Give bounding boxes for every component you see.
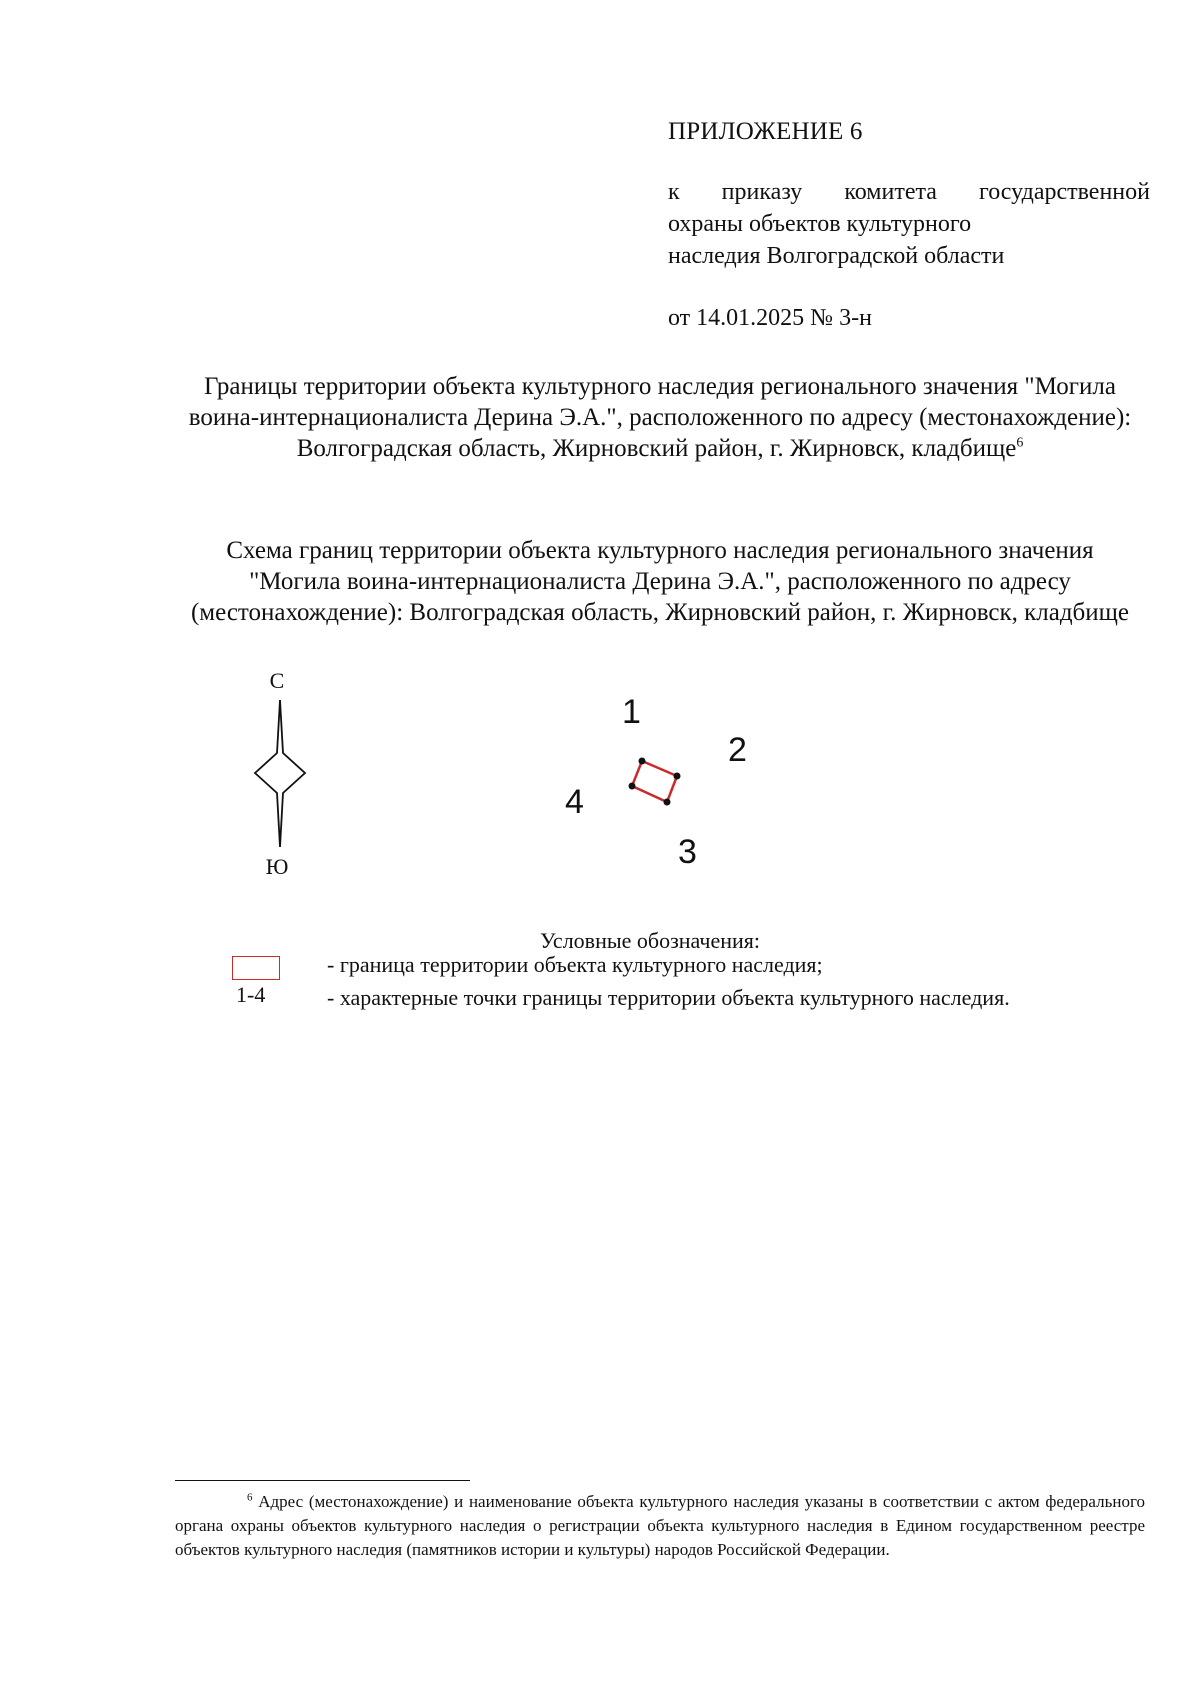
legend-points-code: 1-4 xyxy=(236,982,266,1007)
order-reference-line-2: охраны объектов культурного xyxy=(668,211,972,237)
document-title xyxy=(180,371,1140,464)
compass-south-label: Ю xyxy=(265,854,289,879)
footnote-text: Адрес (местонахождение) и наименование объекта культурного наследия указаны в соответствии с актом федерального органа охраны объектов культурного наследия о регистрации объекта культурного наследия в Едином государственном реестре объектов культурного наследия (памятников истории и культуры) народов Российской Федерации. xyxy=(175,1492,1145,1559)
territory-boundary xyxy=(632,761,677,802)
legend-heading: Условные обозначения: xyxy=(540,928,761,953)
document-title-text: Границы территории объекта культурного наследия регионального значения "Могила воина-интернационалиста Дерина Э.А.", расположенного по адресу (местонахождение): Волгоградская область, Жирновский район, г. Жирновск, кладбище xyxy=(188,373,1132,462)
footnote-separator xyxy=(175,1480,470,1481)
legend-boundary-description: - граница территории объекта культурного наследия; xyxy=(327,952,823,977)
compass-arrow-icon xyxy=(255,700,305,847)
footnote-marker: 6 xyxy=(247,1491,253,1504)
legend-boundary-swatch xyxy=(232,956,280,980)
boundary-point-3 xyxy=(664,799,671,806)
point-label-4: 4 xyxy=(565,783,584,821)
order-reference-line-3: наследия Волгоградской области xyxy=(668,243,1005,269)
footnote-reference: 6 xyxy=(1016,435,1024,451)
boundary-point-1 xyxy=(639,758,646,765)
boundary-scheme xyxy=(230,665,790,880)
point-label-2: 2 xyxy=(728,731,747,769)
legend-points-description: - характерные точки границы территории объекта культурного наследия. xyxy=(327,985,1010,1010)
boundary-point-2 xyxy=(674,773,681,780)
point-label-1: 1 xyxy=(622,693,641,731)
order-reference-line-1: к приказу комитета государственной xyxy=(668,179,1150,205)
compass-north-label: С xyxy=(269,668,285,693)
point-label-3: 3 xyxy=(678,833,697,871)
appendix-title: ПРИЛОЖЕНИЕ 6 xyxy=(668,118,863,145)
scheme-title: Схема границ территории объекта культурного наследия регионального значения "Могила воина-интернационалиста Дерина Э.А.", расположенного по адресу (местонахождение): Волгоградская область, Жирновский район, г. Жирновск, кладбище xyxy=(190,537,1130,626)
boundary-point-4 xyxy=(629,783,636,790)
order-date: от 14.01.2025 № 3-н xyxy=(668,305,872,331)
footnote xyxy=(175,1490,1145,1562)
